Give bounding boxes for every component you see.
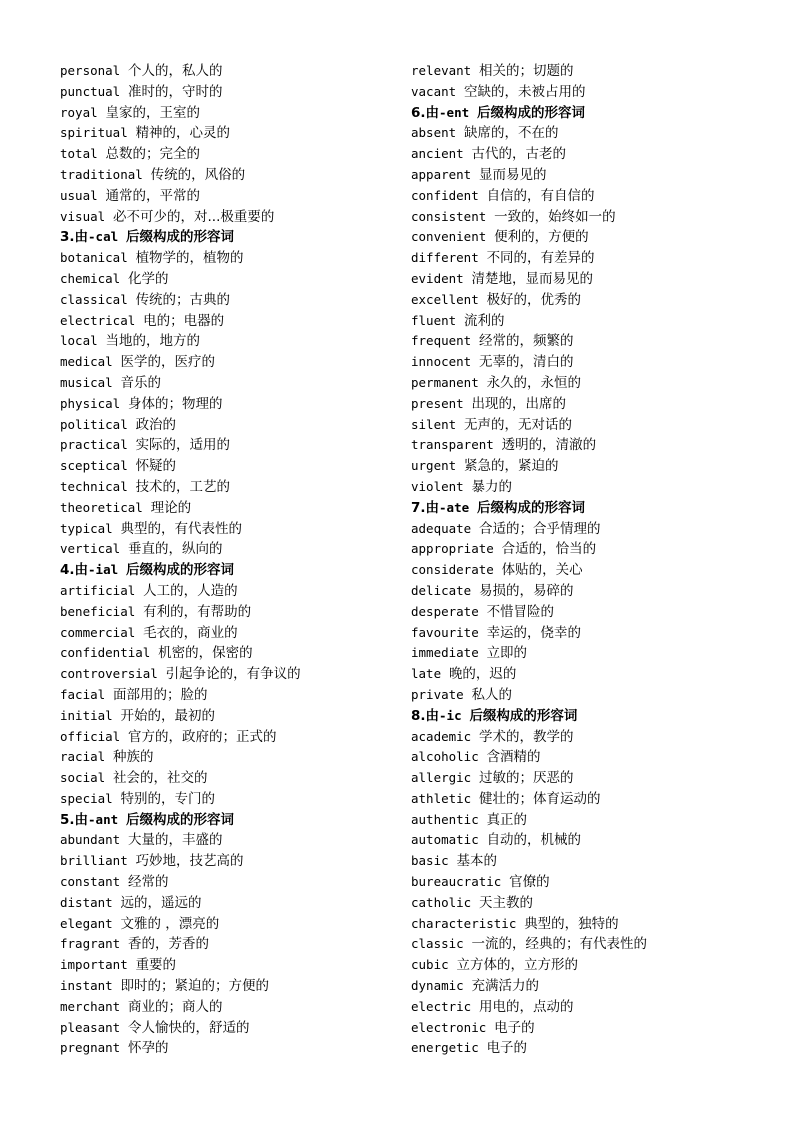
- vocab-entry: [60, 269, 410, 290]
- english-word: punctual: [60, 83, 121, 99]
- vocab-entry: [411, 789, 761, 810]
- heading-number: 8.由: [411, 707, 440, 724]
- english-word: confident: [411, 187, 479, 203]
- english-word: distant: [60, 894, 113, 910]
- chinese-meaning: 开始的，最初的: [120, 707, 216, 724]
- vocab-entry: [60, 934, 410, 955]
- chinese-meaning: 怀疑的: [135, 458, 177, 475]
- chinese-meaning: 含酒精的: [486, 749, 541, 766]
- vocab-entry: [411, 248, 761, 269]
- english-word: initial: [60, 707, 113, 723]
- english-word: consistent: [411, 208, 487, 224]
- heading-text: 后缀构成的形容词: [125, 562, 234, 579]
- chinese-meaning: 大量的，丰盛的: [128, 832, 223, 849]
- english-word: controversial: [60, 666, 158, 682]
- vocab-entry: [60, 789, 410, 810]
- vocab-entry: [60, 248, 410, 269]
- english-word: different: [411, 250, 479, 266]
- vocab-entry: [60, 1038, 410, 1059]
- vocab-entry: [60, 830, 410, 851]
- english-word: commercial: [60, 624, 136, 640]
- english-word: characteristic: [411, 915, 517, 931]
- chinese-meaning: 紧急的，紧迫的: [463, 458, 559, 475]
- chinese-meaning: 立即的: [486, 645, 528, 662]
- english-word: sceptical: [60, 458, 128, 474]
- chinese-meaning: 真正的: [486, 811, 528, 828]
- chinese-meaning: 体贴的，关心: [501, 562, 583, 579]
- vocab-entry: [411, 165, 761, 186]
- english-word: bureaucratic: [411, 874, 502, 890]
- english-word: typical: [60, 520, 113, 536]
- section-heading: [60, 560, 410, 581]
- chinese-meaning: 用电的，点动的: [479, 998, 574, 1015]
- english-word: abundant: [60, 832, 121, 848]
- chinese-meaning: 极好的，优秀的: [486, 291, 582, 308]
- chinese-meaning: 个人的，私人的: [128, 63, 223, 79]
- english-word: spiritual: [60, 125, 128, 141]
- vocab-entry: [411, 539, 761, 560]
- vocab-entry: [411, 810, 761, 831]
- chinese-meaning: 一致的，始终如一的: [494, 208, 616, 225]
- chinese-meaning: 透明的，清澈的: [501, 437, 597, 454]
- english-word: basic: [411, 853, 449, 869]
- english-word: energetic: [411, 1040, 479, 1056]
- english-word: pregnant: [60, 1040, 121, 1056]
- chinese-meaning: 清楚地，显而易见的: [471, 270, 594, 287]
- vocab-entry: [60, 311, 410, 332]
- english-word: chemical: [60, 270, 121, 286]
- vocab-entry: [60, 706, 410, 727]
- english-word: transparent: [411, 437, 494, 453]
- chinese-meaning: 传统的，风俗的: [150, 166, 246, 183]
- vocab-entry: [60, 352, 410, 373]
- vocab-entry: [411, 519, 761, 540]
- vocab-entry: [60, 207, 410, 228]
- vocab-entry: [60, 768, 410, 789]
- vocab-entry: [411, 955, 761, 976]
- english-word: botanical: [60, 250, 128, 266]
- chinese-meaning: 种族的: [112, 749, 154, 766]
- vocab-entry: [411, 893, 761, 914]
- english-word: official: [60, 728, 121, 744]
- english-word: adequate: [411, 520, 472, 536]
- english-word: vertical: [60, 541, 121, 557]
- vocab-entry: [411, 872, 761, 893]
- vocab-entry: [60, 893, 410, 914]
- chinese-meaning: 巧妙地，技艺高的: [135, 853, 244, 870]
- vocab-entry: [60, 331, 410, 352]
- english-word: convenient: [411, 229, 487, 245]
- english-word: ancient: [411, 146, 464, 162]
- chinese-meaning: 便利的，方便的: [494, 229, 589, 246]
- chinese-meaning: 自信的，有自信的: [486, 187, 595, 204]
- vocab-entry: [60, 602, 410, 623]
- english-word: private: [411, 686, 464, 702]
- chinese-meaning: 身体的；物理的: [128, 395, 223, 412]
- english-word: absent: [411, 125, 457, 141]
- vocab-entry: [60, 623, 410, 644]
- chinese-meaning: 幸运的，侥幸的: [486, 624, 582, 641]
- vocab-entry: [60, 498, 410, 519]
- vocab-entry: [60, 851, 410, 872]
- english-word: personal: [60, 63, 121, 78]
- chinese-meaning: 精神的，心灵的: [135, 125, 231, 142]
- vocab-entry: [411, 435, 761, 456]
- chinese-meaning: 总数的；完全的: [105, 146, 200, 163]
- chinese-meaning: 一流的，经典的；有代表性的: [471, 936, 648, 953]
- vocab-entry: [411, 290, 761, 311]
- vocab-entry: [60, 456, 410, 477]
- chinese-meaning: 引起争论的，有争议的: [165, 666, 301, 683]
- english-word: visual: [60, 208, 106, 224]
- chinese-meaning: 令人愉快的，舒适的: [128, 1019, 250, 1036]
- vocab-entry: [411, 82, 761, 103]
- english-word: excellent: [411, 291, 479, 307]
- vocab-entry: [60, 373, 410, 394]
- english-word: authentic: [411, 811, 479, 827]
- vocab-entry: [411, 747, 761, 768]
- english-word: royal: [60, 104, 98, 120]
- chinese-meaning: 垂直的，纵向的: [128, 541, 223, 558]
- heading-suffix: -cal: [88, 229, 119, 245]
- english-word: urgent: [411, 458, 457, 474]
- english-word: physical: [60, 395, 121, 411]
- english-word: appropriate: [411, 541, 494, 557]
- heading-suffix: -ant: [88, 811, 119, 827]
- english-word: immediate: [411, 645, 479, 661]
- chinese-meaning: 官方的，政府的；正式的: [128, 728, 277, 745]
- english-word: special: [60, 790, 113, 806]
- english-word: cubic: [411, 957, 449, 973]
- chinese-meaning: 远的，遥远的: [120, 894, 202, 911]
- chinese-meaning: 典型的，有代表性的: [120, 520, 243, 537]
- english-word: confidential: [60, 645, 151, 661]
- chinese-meaning: 健壮的；体育运动的: [479, 790, 601, 807]
- vocab-entry: [411, 685, 761, 706]
- chinese-meaning: 电子的: [494, 1019, 535, 1036]
- vocab-entry: [411, 123, 761, 144]
- vocab-entry: [60, 290, 410, 311]
- chinese-meaning: 商业的；商人的: [128, 998, 223, 1015]
- english-word: late: [411, 666, 442, 682]
- chinese-meaning: 经常的，频繁的: [479, 333, 574, 350]
- chinese-meaning: 传统的；古典的: [135, 291, 231, 308]
- vocab-entry: [60, 685, 410, 706]
- section-heading: [411, 103, 761, 124]
- english-word: catholic: [411, 894, 472, 910]
- vocab-entry: [60, 477, 410, 498]
- heading-number: 5.由: [60, 811, 89, 828]
- vocab-entry: [60, 186, 410, 207]
- heading-text: 后缀构成的形容词: [125, 811, 234, 828]
- vocab-entry: [411, 581, 761, 602]
- english-word: automatic: [411, 832, 479, 848]
- chinese-meaning: 显而易见的: [479, 166, 547, 183]
- vocab-entry: [411, 830, 761, 851]
- vocab-entry: [60, 976, 410, 997]
- chinese-meaning: 文雅的 ，漂亮的: [120, 915, 220, 932]
- heading-number: 3.由: [60, 229, 89, 246]
- vocab-entry: [60, 997, 410, 1018]
- chinese-meaning: 怀孕的: [128, 1040, 169, 1057]
- vocab-entry: [411, 61, 761, 82]
- english-word: musical: [60, 374, 113, 390]
- chinese-meaning: 重要的: [135, 957, 177, 974]
- english-word: total: [60, 146, 98, 162]
- english-word: facial: [60, 686, 106, 702]
- chinese-meaning: 通常的，平常的: [105, 187, 200, 204]
- vocab-entry: [411, 602, 761, 623]
- english-word: pleasant: [60, 1019, 121, 1035]
- chinese-meaning: 有利的，有帮助的: [143, 603, 252, 620]
- chinese-meaning: 面部用的；脸的: [112, 686, 208, 703]
- english-word: vacant: [411, 83, 457, 99]
- chinese-meaning: 香的，芳香的: [128, 936, 210, 953]
- chinese-meaning: 不惜冒险的: [486, 603, 555, 620]
- english-word: racial: [60, 749, 106, 765]
- chinese-meaning: 化学的: [128, 270, 169, 287]
- chinese-meaning: 毛衣的，商业的: [143, 624, 238, 641]
- vocab-entry: [60, 144, 410, 165]
- heading-number: 7.由: [411, 499, 440, 516]
- vocab-entry: [411, 331, 761, 352]
- vocab-entry: [411, 1038, 761, 1059]
- chinese-meaning: 天主教的: [479, 894, 534, 911]
- chinese-meaning: 植物学的，植物的: [135, 250, 244, 267]
- chinese-meaning: 特别的，专门的: [120, 790, 216, 807]
- vocab-entry: [411, 456, 761, 477]
- chinese-meaning: 典型的，独特的: [524, 915, 619, 932]
- english-word: delicate: [411, 582, 472, 598]
- english-word: apparent: [411, 166, 472, 182]
- english-word: medical: [60, 354, 113, 370]
- heading-suffix: -ial: [88, 562, 119, 578]
- heading-text: 后缀构成的形容词: [476, 104, 585, 121]
- english-word: political: [60, 416, 128, 432]
- heading-number: 6.由: [411, 104, 440, 121]
- vocab-entry: [411, 768, 761, 789]
- english-word: brilliant: [60, 853, 128, 869]
- chinese-meaning: 理论的: [150, 499, 192, 516]
- vocab-entry: [411, 144, 761, 165]
- english-word: classic: [411, 936, 464, 952]
- left-column: [60, 61, 410, 1059]
- chinese-meaning: 立方体的，立方形的: [456, 957, 578, 974]
- english-word: considerate: [411, 562, 494, 578]
- chinese-meaning: 不同的，有差异的: [486, 250, 595, 267]
- vocab-entry: [60, 61, 410, 82]
- chinese-meaning: 技术的，工艺的: [135, 478, 231, 495]
- chinese-meaning: 即时的；紧迫的；方便的: [120, 978, 270, 995]
- vocab-entry: [411, 186, 761, 207]
- chinese-meaning: 缺席的，不在的: [463, 125, 559, 142]
- english-word: important: [60, 957, 128, 973]
- vocab-entry: [411, 352, 761, 373]
- chinese-meaning: 医学的，医疗的: [120, 354, 216, 371]
- vocab-entry: [60, 165, 410, 186]
- heading-text: 后缀构成的形容词: [476, 499, 585, 516]
- chinese-meaning: 永久的，永恒的: [486, 374, 582, 391]
- chinese-meaning: 当地的，地方的: [105, 333, 200, 350]
- chinese-meaning: 基本的: [456, 853, 497, 870]
- vocab-entry: [60, 581, 410, 602]
- section-heading: [60, 810, 410, 831]
- vocab-entry: [60, 415, 410, 436]
- vocab-entry: [411, 997, 761, 1018]
- english-word: instant: [60, 978, 113, 994]
- english-word: evident: [411, 270, 464, 286]
- vocab-entry: [411, 311, 761, 332]
- chinese-meaning: 易损的，易碎的: [479, 582, 574, 599]
- english-word: fragrant: [60, 936, 121, 952]
- vocab-entry: [60, 727, 410, 748]
- chinese-meaning: 空缺的，未被占用的: [463, 83, 586, 100]
- vocab-entry: [60, 82, 410, 103]
- english-word: frequent: [411, 333, 472, 349]
- chinese-meaning: 无声的，无对话的: [463, 416, 572, 433]
- chinese-meaning: 私人的: [471, 686, 513, 703]
- english-word: traditional: [60, 166, 143, 182]
- vocab-entry: [60, 955, 410, 976]
- english-word: alcoholic: [411, 749, 479, 765]
- vocab-entry: [411, 560, 761, 581]
- vocab-entry: [60, 519, 410, 540]
- vocab-entry: [411, 664, 761, 685]
- vocab-entry: [60, 914, 410, 935]
- english-word: electronic: [411, 1019, 487, 1035]
- english-word: classical: [60, 291, 128, 307]
- vocab-entry: [411, 1018, 761, 1039]
- english-word: artificial: [60, 582, 136, 598]
- vocab-entry: [411, 934, 761, 955]
- vocab-entry: [411, 623, 761, 644]
- vocab-entry: [411, 914, 761, 935]
- english-word: dynamic: [411, 978, 464, 994]
- english-word: desperate: [411, 603, 479, 619]
- chinese-meaning: 自动的，机械的: [486, 832, 582, 849]
- vocab-entry: [411, 394, 761, 415]
- right-column: [411, 61, 761, 1059]
- vocab-entry: [60, 747, 410, 768]
- vocab-entry: [411, 207, 761, 228]
- vocab-entry: [60, 539, 410, 560]
- chinese-meaning: 音乐的: [120, 374, 162, 391]
- vocab-entry: [411, 976, 761, 997]
- vocab-entry: [411, 727, 761, 748]
- english-word: permanent: [411, 374, 479, 390]
- chinese-meaning: 社会的，社交的: [112, 770, 208, 787]
- section-heading: [60, 227, 410, 248]
- chinese-meaning: 必不可少的，对...极重要的: [112, 208, 275, 225]
- english-word: merchant: [60, 998, 121, 1014]
- vocab-entry: [411, 477, 761, 498]
- heading-suffix: -ate: [439, 499, 470, 515]
- english-word: favourite: [411, 624, 479, 640]
- english-word: silent: [411, 416, 457, 432]
- chinese-meaning: 古代的，古老的: [471, 146, 567, 163]
- vocab-entry: [60, 872, 410, 893]
- english-word: theoretical: [60, 499, 143, 515]
- chinese-meaning: 过敏的；厌恶的: [479, 770, 574, 787]
- chinese-meaning: 准时的，守时的: [128, 83, 223, 100]
- english-word: technical: [60, 478, 128, 494]
- vocab-entry: [411, 373, 761, 394]
- english-word: violent: [411, 478, 464, 494]
- chinese-meaning: 电的；电器的: [143, 312, 225, 329]
- english-word: present: [411, 395, 464, 411]
- vocab-entry: [411, 415, 761, 436]
- chinese-meaning: 官僚的: [509, 874, 550, 891]
- section-heading: [411, 706, 761, 727]
- vocab-entry: [60, 435, 410, 456]
- heading-suffix: -ic: [439, 707, 462, 723]
- english-word: practical: [60, 437, 128, 453]
- section-heading: [411, 498, 761, 519]
- english-word: fluent: [411, 312, 457, 328]
- heading-number: 4.由: [60, 562, 89, 579]
- chinese-meaning: 暴力的: [471, 478, 513, 495]
- chinese-meaning: 流利的: [463, 312, 505, 329]
- english-word: relevant: [411, 63, 472, 78]
- heading-suffix: -ent: [439, 104, 470, 120]
- chinese-meaning: 合适的，恰当的: [501, 541, 597, 558]
- english-word: electric: [411, 998, 472, 1014]
- vocab-entry: [60, 394, 410, 415]
- chinese-meaning: 皇家的，王室的: [105, 104, 200, 121]
- chinese-meaning: 充满活力的: [471, 978, 540, 995]
- vocab-entry: [411, 643, 761, 664]
- chinese-meaning: 相关的；切题的: [479, 63, 574, 79]
- chinese-meaning: 实际的，适用的: [135, 437, 231, 454]
- chinese-meaning: 出现的，出席的: [471, 395, 567, 412]
- english-word: local: [60, 333, 98, 349]
- vocab-entry: [60, 1018, 410, 1039]
- heading-text: 后缀构成的形容词: [125, 229, 234, 246]
- vocab-entry: [60, 103, 410, 124]
- english-word: beneficial: [60, 603, 136, 619]
- english-word: usual: [60, 187, 98, 203]
- english-word: electrical: [60, 312, 136, 328]
- vocab-entry: [60, 664, 410, 685]
- chinese-meaning: 人工的，人造的: [143, 582, 238, 599]
- vocab-entry: [60, 643, 410, 664]
- english-word: innocent: [411, 354, 472, 370]
- chinese-meaning: 合适的；合乎情理的: [479, 520, 601, 537]
- chinese-meaning: 电子的: [486, 1040, 528, 1057]
- english-word: academic: [411, 728, 472, 744]
- chinese-meaning: 经常的: [128, 874, 169, 891]
- english-word: athletic: [411, 790, 472, 806]
- chinese-meaning: 学术的，教学的: [479, 728, 574, 745]
- vocab-entry: [411, 851, 761, 872]
- chinese-meaning: 政治的: [135, 416, 177, 433]
- english-word: constant: [60, 874, 121, 890]
- english-word: elegant: [60, 915, 113, 931]
- chinese-meaning: 晚的，迟的: [448, 666, 517, 683]
- vocab-entry: [60, 123, 410, 144]
- english-word: social: [60, 770, 106, 786]
- chinese-meaning: 无辜的，清白的: [479, 354, 574, 371]
- english-word: allergic: [411, 770, 472, 786]
- chinese-meaning: 机密的，保密的: [158, 645, 253, 662]
- heading-text: 后缀构成的形容词: [469, 707, 578, 724]
- vocab-entry: [411, 227, 761, 248]
- vocab-entry: [411, 269, 761, 290]
